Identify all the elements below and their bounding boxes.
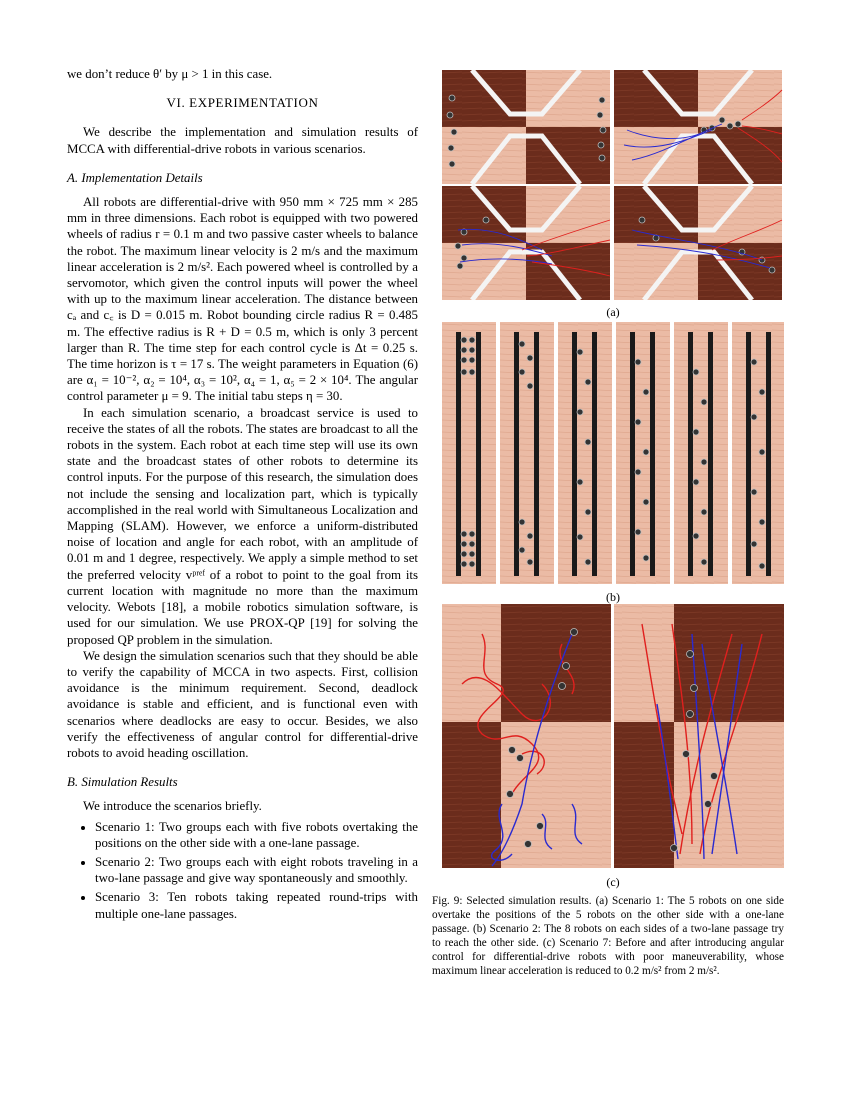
- section-title: VI. EXPERIMENTATION: [166, 95, 319, 111]
- design-paragraph: We design the simulation scenarios such that they should be able to verify the capability of MCCA in two aspects. First, collision avoidance is the minimum requirement. Second, deadlock avoidance is stable and efficient, and is functional even with scenarios where deadlocks are easy to occur. Besides, we also verify the effectiveness of angular control for differential-drive robots to avoid heading oscillation.: [67, 648, 418, 760]
- subsection-a-title: A. Implementation Details: [67, 170, 203, 185]
- figure-a-label: (a): [606, 305, 620, 319]
- scenarios-intro: We introduce the scenarios briefly.: [83, 799, 262, 814]
- scenario-item: • Scenario 1: Two groups each with five robots overtaking the positions on the other side with a one-lane passage.: [95, 819, 418, 851]
- figure-b-image: [442, 322, 784, 584]
- scenario-item: • Scenario 2: Two groups each with eight robots traveling in a two-lane passage and give way spontaneously and smoothly.: [95, 854, 418, 886]
- intro-paragraph: We describe the implementation and simulation results of MCCA with differential-drive robots in various scenarios.: [67, 125, 418, 156]
- figure-caption: Fig. 9: Selected simulation results. (a) Scenario 1: The 5 robots on one side overtake the positions of the 5 robots on the other side with a one-lane passage. (b) Scenario 2: The 8 robots on each sides of a two-lane passage try to reach the other side. (c) Scenario 7: Before and after introducing angular control for differential-drive robots with poor maneuverability, whose maximum linear acceleration is reduced to 0.2 m/s² from 2 m/s².: [432, 895, 784, 977]
- figure-c-image: [442, 604, 784, 868]
- paragraph-continuation: we don’t reduce θ′ by μ > 1 in this case.: [67, 67, 273, 81]
- figure-b-label: (b): [606, 590, 620, 604]
- implementation-paragraph: All robots are differential-drive with 950 mm × 725 mm × 285 mm in three dimensions. Each robot is equipped with two powered wheels of radius r = 0.1 m and two passive caster wheels to balance the robot. The maximum linear velocity is 2 m/s and the maximum linear acceleration is 2 m/s². Each powered wheel is controlled by a servomotor, which given the control inputs will power the wheel with up to the maximum linear acceleration. The distance between cₐ and c꜀ is D = 0.015 m. Robot bounding circle radius R = 0.485 m. The effective radius is R + D = 0.5 m, which is only 3 percent larger than R. The time step for each control cycle is Δt = 0.25 s. The time horizon is τ = 17 s. The weight parameters in Equation (6) are α₁ = 10⁻², α₂ = 10⁴, α₃ = 10², α₄ = 1, α₅ = 2 × 10⁴. The angular control parameter μ = 9. The initial tabu steps η = 30.: [67, 195, 418, 404]
- scenario-item: • Scenario 3: Ten robots taking repeated round-trips with multiple one-lane passages.: [95, 889, 418, 921]
- subsection-b-title: B. Simulation Results: [67, 775, 178, 790]
- figure-a: [442, 70, 784, 300]
- figure-a-image: [442, 70, 784, 300]
- figure-b: [442, 322, 784, 584]
- figure-c-label: (c): [606, 875, 620, 889]
- scenario-list: [67, 819, 418, 922]
- figure-c: [442, 604, 784, 868]
- left-column: [67, 66, 418, 925]
- broadcast-paragraph: In each simulation scenario, a broadcast service is used to receive the states of all the robots. The states are broadcast to all the robots in the system. Each robot at each time step will use its own state and the broadcast states of other robots to determine its control inputs. For the purpose of this research, the simulation does not include the sensing and localization part, which is typically accomplished in the real world with Simultaneous Localization and Mapping (SLAM). However, we enforce a uniform-distributed noise of location and angle for each robot, with an amplitude of 0.01 m and 1 degree, respectively. We apply a simple method to set the preferred velocity vᵖʳᵉᶠ of a robot to point to the goal from its current location with magnitude no more than the maximum velocity. Webots [18], a mobile robotics simulation software, is used for our simulation. We use PROX-QP [19] for solving the proposed QP problem in the simulation.: [67, 405, 418, 647]
